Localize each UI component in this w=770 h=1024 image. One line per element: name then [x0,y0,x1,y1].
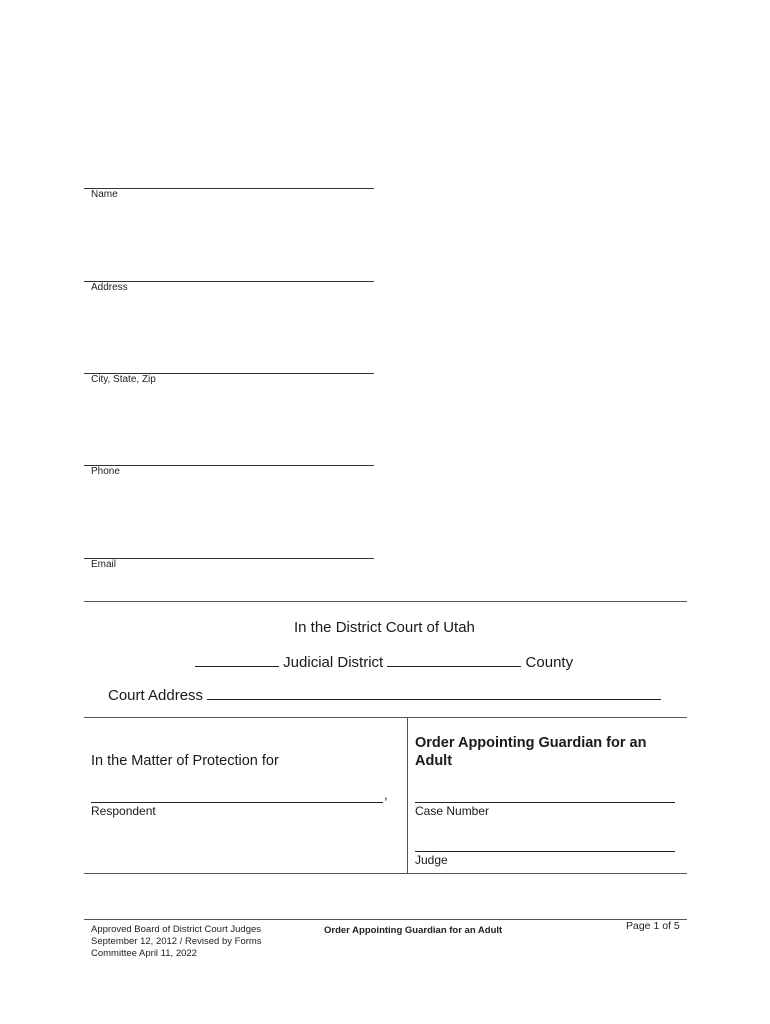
footer-divider [84,919,687,920]
judge-label: Judge [415,853,448,867]
court-address-label: Court Address [108,687,204,704]
matter-text: In the Matter of Protection for [91,753,279,769]
caption-column-divider [407,718,408,874]
header-divider [84,601,687,602]
respondent-comma: , [384,787,388,802]
judicial-district-blank[interactable] [195,652,279,667]
order-title: Order Appointing Guardian for an Adult [415,735,647,769]
judicial-district-label: Judicial District [283,654,384,671]
name-field-line[interactable] [84,188,374,189]
court-title: In the District Court of Utah [294,619,475,636]
footer-approval-text: Approved Board of District Court Judges September 12, 2012 / Revised by Forms Committee April 11, 2022 [91,924,262,959]
footer-form-title: Order Appointing Guardian for an Adult [324,925,503,936]
email-label: Email [91,559,117,570]
case-number-field-line[interactable] [415,802,675,803]
judge-field-line[interactable] [415,851,675,852]
email-field-line[interactable] [84,558,374,559]
caption-top-rule [84,717,687,718]
city-state-zip-label: City, State, Zip [91,374,156,385]
respondent-label: Respondent [91,804,156,818]
caption-bottom-rule [84,873,687,874]
name-label: Name [91,189,118,200]
respondent-field-line[interactable] [91,802,383,803]
footer-page-number: Page 1 of 5 [626,920,680,932]
court-address-line [108,685,661,704]
court-address-blank[interactable] [207,685,661,700]
phone-label: Phone [91,466,120,477]
county-label: County [525,654,574,671]
case-number-label: Case Number [415,804,490,818]
district-county-line [195,652,573,671]
address-label: Address [91,282,128,293]
phone-field-line[interactable] [84,465,374,466]
county-blank[interactable] [387,652,521,667]
